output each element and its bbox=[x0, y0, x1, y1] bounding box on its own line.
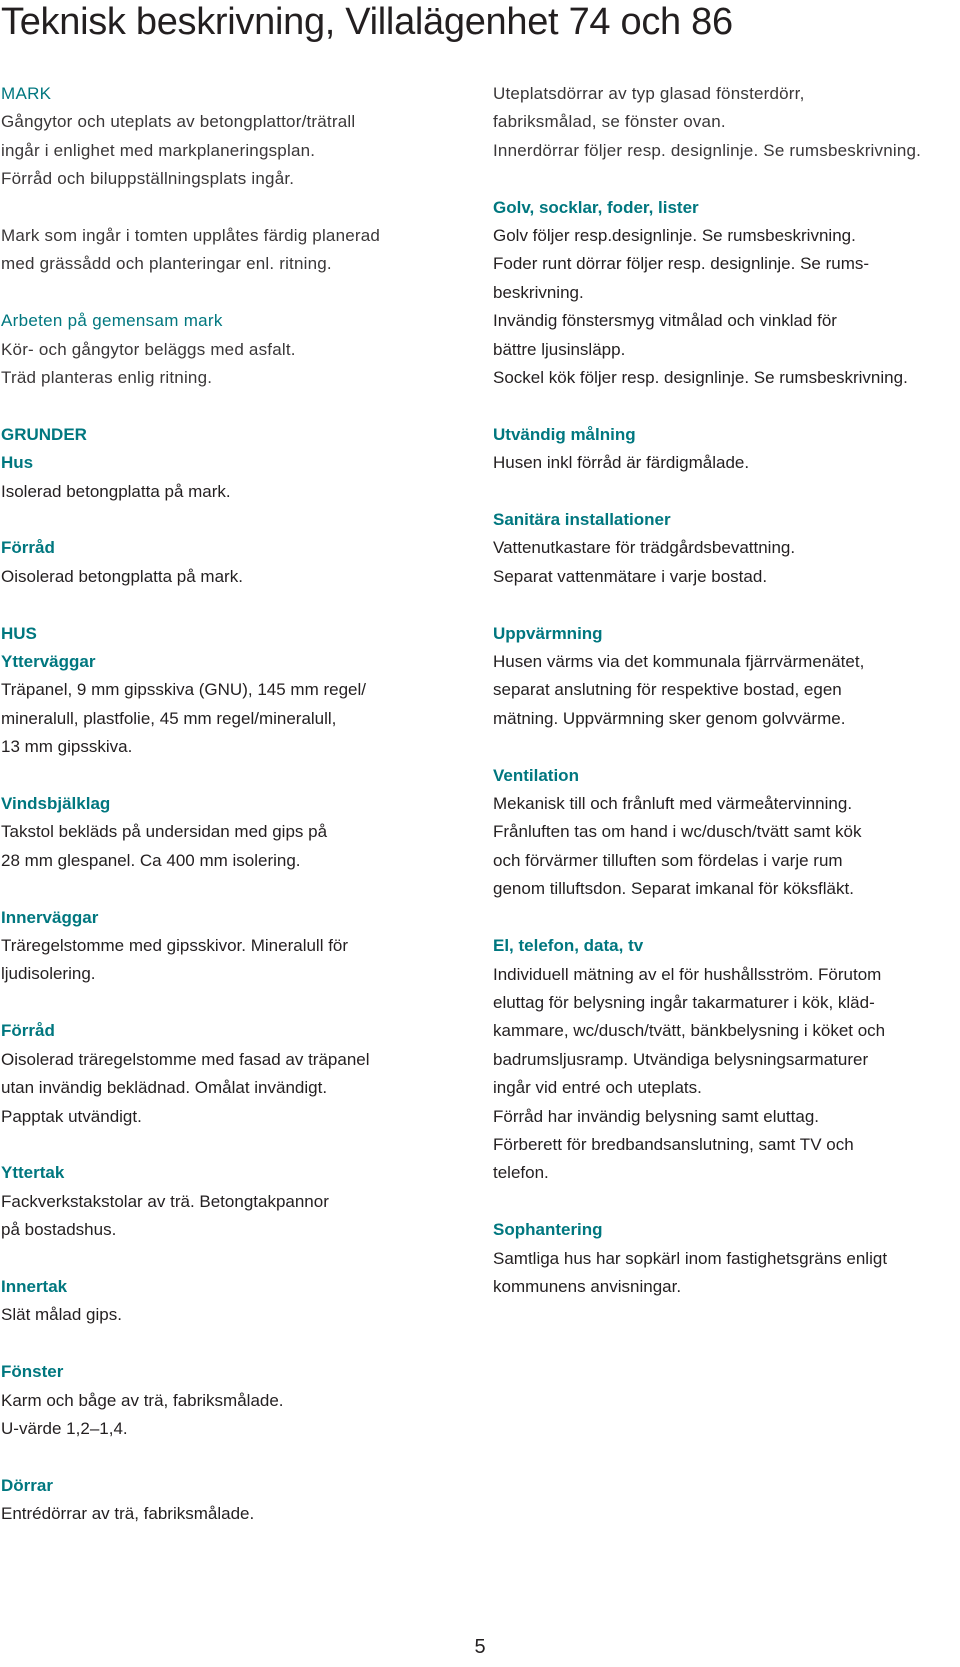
section-text-line: Golv följer resp.designlinje. Se rumsbeskrivning. bbox=[493, 226, 856, 246]
section-gap bbox=[1, 392, 446, 420]
spec-section bbox=[1, 1273, 446, 1330]
section-text-line: Förråd och biluppställningsplats ingår. bbox=[1, 169, 295, 189]
page-title: Teknisk beskrivning, Villalägenhet 74 och 86 bbox=[1, 1, 733, 43]
section-heading: Yttertak bbox=[1, 1163, 65, 1183]
section-text-line: Fackverkstakstolar av trä. Betongtakpannor bbox=[1, 1191, 329, 1211]
section-text-line: kammare, wc/dusch/tvätt, bänkbelysning i köket och bbox=[493, 1021, 886, 1041]
section-text-line: mätning. Uppvärmning sker genom golvvärme. bbox=[493, 708, 846, 728]
section-heading: Dörrar bbox=[1, 1475, 53, 1495]
section-text-line: ingår i enlighet med markplaneringsplan. bbox=[1, 140, 316, 160]
section-gap bbox=[493, 478, 953, 506]
section-heading: Utvändig målning bbox=[493, 424, 636, 444]
section-text-line: fabriksmålad, se fönster ovan. bbox=[493, 112, 726, 132]
section-gap bbox=[1, 762, 446, 790]
section-heading: HUS bbox=[1, 623, 37, 643]
section-heading: Sanitära installationer bbox=[493, 510, 671, 530]
section-text-line: mineralull, plastfolie, 45 mm regel/mineralull, bbox=[1, 708, 337, 728]
section-heading: Förråd bbox=[1, 538, 55, 558]
section-text-line: bättre ljusinsläpp. bbox=[493, 339, 626, 359]
section-gap bbox=[1, 591, 446, 619]
section-text-line: Mekanisk till och frånluft med värmeåtervinning. bbox=[493, 794, 853, 814]
left-column bbox=[1, 80, 446, 1529]
section-text-line: Sockel kök följer resp. designlinje. Se rumsbeskrivning. bbox=[493, 368, 908, 388]
section-heading: Golv, socklar, foder, lister bbox=[493, 197, 699, 217]
page-number: 5 bbox=[474, 1636, 486, 1658]
section-text-line: Kör- och gångytor beläggs med asfalt. bbox=[1, 339, 296, 359]
section-gap bbox=[493, 1188, 953, 1216]
section-text-line: på bostadshus. bbox=[1, 1220, 117, 1240]
spec-section bbox=[1, 1358, 446, 1443]
section-text-line: Träpanel, 9 mm gipsskiva (GNU), 145 mm regel/ bbox=[1, 680, 366, 700]
spec-section bbox=[493, 194, 953, 393]
section-text-line: Träregelstomme med gipsskivor. Mineralull för bbox=[1, 936, 349, 956]
section-text-line: Gångytor och uteplats av betongplattor/trätrall bbox=[1, 112, 356, 132]
spec-section bbox=[493, 762, 953, 904]
section-text-line: Slät målad gips. bbox=[1, 1305, 122, 1325]
section-text-line: U-värde 1,2–1,4. bbox=[1, 1418, 128, 1438]
spec-section bbox=[1, 1472, 446, 1529]
section-text-line: Invändig fönstersmyg vitmålad och vinklad för bbox=[493, 311, 837, 331]
spec-section bbox=[493, 421, 953, 478]
section-heading: GRUNDER bbox=[1, 424, 87, 444]
spec-section bbox=[1, 222, 446, 279]
section-text-line: Husen värms via det kommunala fjärrvärmenätet, bbox=[493, 652, 865, 672]
section-gap bbox=[1, 506, 446, 534]
section-gap bbox=[1, 1443, 446, 1471]
spec-section bbox=[1, 790, 446, 875]
spec-section bbox=[1, 648, 446, 762]
section-text-line: Oisolerad träregelstomme med fasad av träpanel bbox=[1, 1049, 370, 1069]
section-text-line: Innerdörrar följer resp. designlinje. Se rumsbeskrivning. bbox=[493, 140, 922, 160]
section-text-line: och förvärmer tilluften som fördelas i varje rum bbox=[493, 850, 843, 870]
section-heading: Vindsbjälklag bbox=[1, 794, 111, 814]
section-text-line: ljudisolering. bbox=[1, 964, 96, 984]
section-heading: Förråd bbox=[1, 1021, 55, 1041]
section-text-line: separat anslutning för respektive bostad, egen bbox=[493, 680, 842, 700]
section-gap bbox=[493, 392, 953, 420]
spec-section bbox=[1, 1017, 446, 1131]
section-text-line: Takstol bekläds på undersidan med gips på bbox=[1, 822, 328, 842]
section-text-line: med grässådd och planteringar enl. ritning. bbox=[1, 254, 332, 274]
spec-section bbox=[1, 307, 446, 392]
section-text-line: 28 mm glespanel. Ca 400 mm isolering. bbox=[1, 850, 301, 870]
section-text-line: Foder runt dörrar följer resp. designlinje. Se rums- bbox=[493, 254, 870, 274]
section-text-line: Frånluften tas om hand i wc/dusch/tvätt samt kök bbox=[493, 822, 862, 842]
section-gap bbox=[493, 591, 953, 619]
section-text-line: eluttag för belysning ingår takarmaturer i kök, kläd- bbox=[493, 992, 875, 1012]
section-text-line: Förberett för bredbandsanslutning, samt TV och bbox=[493, 1134, 854, 1154]
section-text-line: Husen inkl förråd är färdigmålade. bbox=[493, 453, 750, 473]
right-column bbox=[493, 80, 953, 1301]
section-text-line: kommunens anvisningar. bbox=[493, 1276, 682, 1296]
section-text-line: beskrivning. bbox=[493, 282, 584, 302]
section-text-line: telefon. bbox=[493, 1163, 549, 1183]
section-gap bbox=[1, 194, 446, 222]
section-heading: Sophantering bbox=[493, 1220, 603, 1240]
spec-section bbox=[1, 421, 446, 449]
section-gap bbox=[1, 1131, 446, 1159]
section-heading: Hus bbox=[1, 453, 34, 473]
section-text-line: Förråd har invändig belysning samt eluttag. bbox=[493, 1106, 820, 1126]
section-text-line: Uteplatsdörrar av typ glasad fönsterdörr, bbox=[493, 84, 805, 103]
section-text-line: ingår vid entré och uteplats. bbox=[493, 1078, 702, 1098]
section-text-line: Mark som ingår i tomten upplåtes färdig planerad bbox=[1, 226, 381, 246]
spec-section bbox=[1, 1159, 446, 1244]
section-heading: Arbeten på gemensam mark bbox=[1, 311, 223, 331]
section-text-line: Träd planteras enlig ritning. bbox=[1, 368, 213, 388]
section-heading: Innertak bbox=[1, 1276, 68, 1296]
section-heading: Ytterväggar bbox=[1, 652, 96, 672]
section-text-line: Isolerad betongplatta på mark. bbox=[1, 481, 231, 501]
section-text-line: badrumsljusramp. Utvändiga belysningsarmaturer bbox=[493, 1049, 869, 1069]
spec-section bbox=[1, 904, 446, 989]
spec-section bbox=[1, 80, 446, 194]
section-text-line: Individuell mätning av el för hushållsström. Förutom bbox=[493, 964, 882, 984]
section-heading: El, telefon, data, tv bbox=[493, 936, 644, 956]
section-text-line: utan invändig beklädnad. Omålat invändigt. bbox=[1, 1078, 328, 1098]
spec-section bbox=[493, 80, 953, 165]
section-heading: MARK bbox=[1, 84, 52, 103]
section-text-line: genom tilluftsdon. Separat imkanal för köksfläkt. bbox=[493, 879, 854, 899]
spec-section bbox=[493, 932, 953, 1188]
section-gap bbox=[1, 875, 446, 903]
section-text-line: Samtliga hus har sopkärl inom fastighetsgräns enligt bbox=[493, 1248, 888, 1268]
section-gap bbox=[493, 165, 953, 193]
section-heading: Uppvärmning bbox=[493, 623, 603, 643]
spec-section bbox=[1, 449, 446, 506]
section-heading: Ventilation bbox=[493, 765, 579, 785]
section-text-line: 13 mm gipsskiva. bbox=[1, 737, 133, 757]
section-text-line: Papptak utvändigt. bbox=[1, 1106, 142, 1126]
section-gap bbox=[493, 904, 953, 932]
section-gap bbox=[1, 279, 446, 307]
section-text-line: Oisolerad betongplatta på mark. bbox=[1, 566, 243, 586]
spec-section bbox=[493, 506, 953, 591]
section-heading: Fönster bbox=[1, 1362, 64, 1382]
section-heading: Innerväggar bbox=[1, 907, 99, 927]
spec-section bbox=[1, 620, 446, 648]
spec-section bbox=[493, 1216, 953, 1301]
section-gap bbox=[1, 1330, 446, 1358]
section-text-line: Separat vattenmätare i varje bostad. bbox=[493, 566, 768, 586]
section-gap bbox=[1, 1245, 446, 1273]
spec-section bbox=[1, 534, 446, 591]
section-gap bbox=[1, 989, 446, 1017]
section-gap bbox=[493, 733, 953, 761]
section-text-line: Vattenutkastare för trädgårdsbevattning. bbox=[493, 538, 796, 558]
spec-section bbox=[493, 620, 953, 734]
section-text-line: Karm och båge av trä, fabriksmålade. bbox=[1, 1390, 284, 1410]
section-text-line: Entrédörrar av trä, fabriksmålade. bbox=[1, 1504, 255, 1524]
